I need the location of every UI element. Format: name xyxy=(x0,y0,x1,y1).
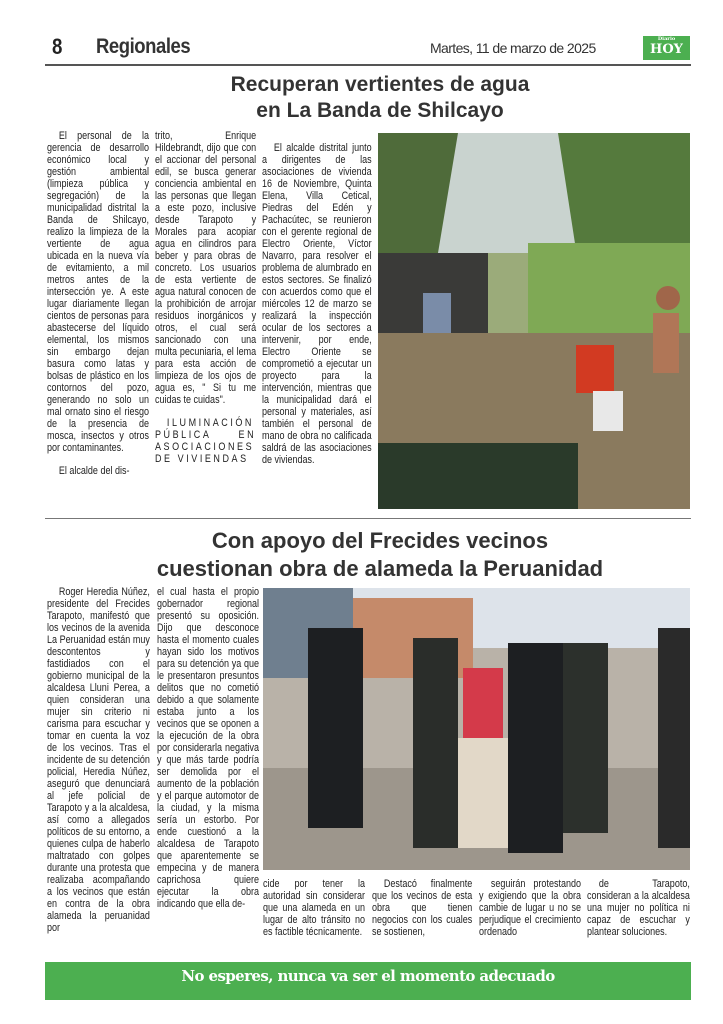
issue-date: Martes, 11 de marzo de 2025 xyxy=(430,40,596,56)
subheading: ILUMINACIÓN PÚBLICA EN ASOCIACIONES DE VIVIENDAS xyxy=(155,417,257,465)
paragraph: seguirán protestando y exigiendo que la obra cambie de lugar u no se perjudique el crecimiento ordenado xyxy=(479,878,581,938)
article1-column-3 xyxy=(262,142,372,466)
logo-main: HOY xyxy=(650,42,683,57)
footer-banner: No esperes, nunca va ser el momento adecuado xyxy=(45,962,691,1000)
police-detention-photo xyxy=(263,588,690,870)
header-divider xyxy=(45,64,691,66)
article1-column-2 xyxy=(155,130,256,465)
article1-column-1 xyxy=(47,130,149,477)
article1-photo xyxy=(378,133,690,509)
article2-headline xyxy=(45,527,715,583)
logo-top: Diario xyxy=(657,36,676,42)
section-title: Regionales xyxy=(96,35,191,58)
newspaper-logo xyxy=(643,36,690,60)
headline-line: cuestionan obra de alameda la Peruanidad xyxy=(156,556,604,581)
article2-column-6 xyxy=(587,878,690,938)
article2-column-3 xyxy=(263,878,365,938)
paragraph: trito, Enrique Hildebrandt, dijo que con el accionar del personal edil, se busca generar conciencia ambiental en las personas que llegan a este pozo, inclusive desde Tarapoto y Morales para acopiar agua en cilindros para beber y para obras de concreto. Los usuarios de esta vertiente de agua natural conocen de la prohibición de arrojar residuos inorgánicos y otros, el cual será sancionado con una multa pecuniaria, el lema para esta acción de limpieza de los ojos de agua es, " Si tu me cuidas te cuidas". xyxy=(155,130,257,406)
paragraph: El alcalde del dis- xyxy=(58,465,130,477)
article2-column-2 xyxy=(157,586,259,910)
article2-column-1 xyxy=(47,586,150,934)
paragraph: Destacó finalmente que los vecinos de esta obra que tienen negocios con los cuales se sostienen, xyxy=(372,878,473,938)
article2-column-5 xyxy=(479,878,581,938)
article-divider xyxy=(45,518,691,519)
headline-line: Con apoyo del Frecides vecinos xyxy=(211,528,549,553)
article2-column-4 xyxy=(372,878,472,938)
article1-headline xyxy=(45,72,715,124)
water-spring-photo xyxy=(378,133,690,509)
paragraph: el cual hasta el propio gobernador regional presentó su oposición. Dijo que desconoce hasta el momento cuales hayan sido los motivos para su detención ya que le presentaron presuntos delitos que no cometió debido a que solamente estaba junto a los vecinos que se oponen a la ejecución de la obra por considerarla negativa y que más tarde podría ser demolida por el aumento de la población y el parque automotor de la ciudad, y la misma sería un estorbo. Por ende cuestionó a la alcaldesa de Tarapoto que aparentemente se empecina y de manera caprichosa quiere ejecutar la obra indicando que ella de- xyxy=(157,586,259,910)
headline-line: Recuperan vertientes de agua xyxy=(230,73,530,96)
page-number: 8 xyxy=(52,34,63,59)
headline-line: en La Banda de Shilcayo xyxy=(256,99,504,122)
article2-photo xyxy=(263,588,690,870)
paragraph: El alcalde distrital junto a dirigentes de las asociaciones de vivienda 16 de Noviembre, Quinta Elena, Villa Cetical, Piedras del Edén y Pachacútec, se reunieron con el gerente regional de Electro Oriente, Víctor Navarro, para resolver el problema de alumbrado en estos sectores. Se finalizó con acuerdos como que el miércoles 12 de marzo se realizará la inspección ocular de los sectores a intervenir, por ende, Electro Oriente se comprometió a ejecutar un proyecto para la intervención, mientras que la municipalidad dará el personal y materiales, así también el personal de mano de obra no calificada saldrá de las asociaciones de viviendas. xyxy=(262,142,372,466)
paragraph: cide por tener la autoridad sin considerar que una alameda en un lugar de alto tránsito no es factible técnicamente. xyxy=(263,878,365,938)
paragraph: de Tarapoto, consideran a la alcaldesa una mujer no política ni capaz de escuchar y plantear soluciones. xyxy=(587,878,690,938)
paragraph: El personal de la gerencia de desarrollo económico local y gestión ambiental (limpieza pública y segregación) de la municipalidad distrital la Banda de Shilcayo, realizo la limpieza de la vertiente de agua ubicada en la nueva vía de evitamiento, a mil metros antes de la intersección ye. A este lugar diariamente llegan cientos de personas para abastecerse del líquido elemental, los mismos sin embargo dejan basura como latas y bolsas de plástico en los contornos del pozo, generando no solo un mal ornato sino el riesgo de la presencia de mosca, insectos y otros por contaminantes. xyxy=(47,130,149,454)
paragraph: Roger Heredia Núñez, presidente del Frecides Tarapoto, manifestó que los vecinos de la avenida La Peruanidad están muy descontentos y fastidiados con el gobierno municipal de la alcaldesa Lluni Perea, a quien consideran una mujer sin criterio ni carisma para escuchar y tomar en cuenta la voz de los vecinos. Tras el incidente de su detención policial, Heredia Núñez, aseguró que denunciará al jefe policial de Tarapoto y a la alcaldesa, así como a allegados políticos de su entorno, a quienes culpa de haberlo maltratado con golpes durante una protesta que realizaba acompañando a los vecinos que están en contra de la obra alameda la peruanidad por xyxy=(47,586,150,934)
